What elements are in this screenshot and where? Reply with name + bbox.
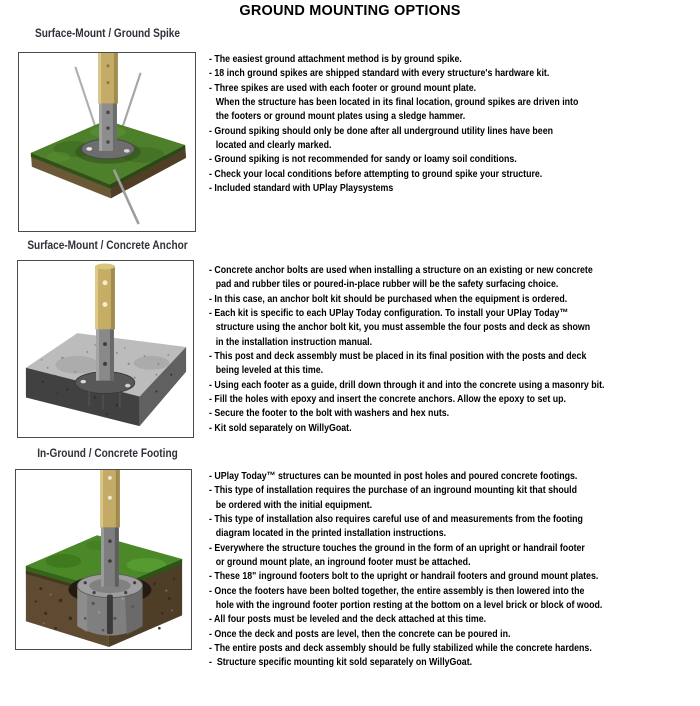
text-line: - Kit sold separately on WillyGoat. [209,421,352,434]
ground-spike-text [209,52,649,195]
text-line: hole with the inground footer portion resting at the bottom on a level brick or block of wood. [215,599,603,612]
text-line: in the installation instruction manual. [215,335,373,348]
text-line: - This post and deck assembly must be placed in its final position with the posts and deck [209,350,587,363]
section-heading-concrete-footing: In-Ground / Concrete Footing [37,446,178,460]
text-line: - Everywhere the structure touches the ground in the form of an upright or handrail footer [209,541,585,554]
text-line: - Using each footer as a guide, drill down through it and into the concrete using a masonry bit. [209,378,605,391]
section-heading-concrete-anchor: Surface-Mount / Concrete Anchor [27,238,188,252]
text-line: - Fill the holes with epoxy and insert the concrete anchors. Allow the epoxy to set up. [209,393,566,406]
text-line: - Check your local conditions before attempting to ground spike your structure. [209,167,543,180]
text-line: - Ground spiking is not recommended for sandy or loamy soil conditions. [209,153,517,166]
text-line: - All four posts must be leveled and the deck attached at this time. [209,613,487,626]
concrete-footing-image-frame [15,469,192,650]
text-line: - Each kit is specific to each UPlay Today configuration. To install your UPlay Today™ [209,307,569,320]
text-line: - Included standard with UPlay Playsystems [209,182,394,195]
text-line: - This type of installation also requires careful use of and measurements from the footing [209,513,583,526]
concrete-anchor-image-frame [17,260,194,438]
page-title: GROUND MOUNTING OPTIONS [239,3,461,19]
text-line: pad and rubber tiles or poured-in-place rubber will be the safety surfacing choice. [215,278,559,291]
concrete-footing-illustration [16,470,191,649]
concrete-anchor-illustration [18,261,193,437]
text-line: - This type of installation requires the purchase of an inground mounting kit that should [209,484,578,497]
text-line: located and clearly marked. [215,139,332,152]
text-line: - The easiest ground attachment method is by ground spike. [209,53,462,65]
ground-spike-image-frame [18,52,196,232]
text-line: - Concrete anchor bolts are used when installing a structure on an existing or new concrete [209,264,593,276]
text-line: the footers or ground mount plates using a sledge hammer. [215,110,466,123]
text-line: - Structure specific mounting kit sold separately on WillyGoat. [209,656,473,669]
concrete-anchor-text [209,263,680,435]
text-line: or ground mount plate, an inground footer must be attached. [215,556,471,569]
text-line: being leveled at this time. [215,364,324,377]
concrete-footing-text [209,469,677,670]
text-line: diagram located in the printed installation instructions. [215,527,447,540]
text-line: be ordered with the initial equipment. [215,498,373,511]
section-heading-ground-spike: Surface-Mount / Ground Spike [34,26,181,40]
text-line: - The entire posts and deck assembly should be fully stabilized while the concrete hardens. [209,642,592,655]
text-line: - Secure the footer to the bolt with washers and hex nuts. [209,407,450,420]
text-line: - Once the footers have been bolted together, the entire assembly is then lowered into the [209,584,585,597]
text-line: - In this case, an anchor bolt kit should be purchased when the equipment is ordered. [209,292,568,305]
text-line: - Ground spiking should only be done after all underground utility lines have been [209,124,554,137]
text-line: When the structure has been located in its final location, ground spikes are driven into [215,96,579,109]
text-line: - Once the deck and posts are level, then the concrete can be poured in. [209,627,511,640]
text-line: - These 18" inground footers bolt to the upright or handrail footers and ground mount plates. [209,570,599,583]
text-line: - 18 inch ground spikes are shipped standard with every structure's hardware kit. [209,67,550,80]
text-line: - UPlay Today™ structures can be mounted in post holes and poured concrete footings. [209,470,578,482]
ground-spike-illustration [19,53,195,231]
text-line: - Three spikes are used with each footer or ground mount plate. [209,81,477,94]
text-line: structure using the anchor bolt kit, you must assemble the four posts and deck as shown [215,321,591,334]
